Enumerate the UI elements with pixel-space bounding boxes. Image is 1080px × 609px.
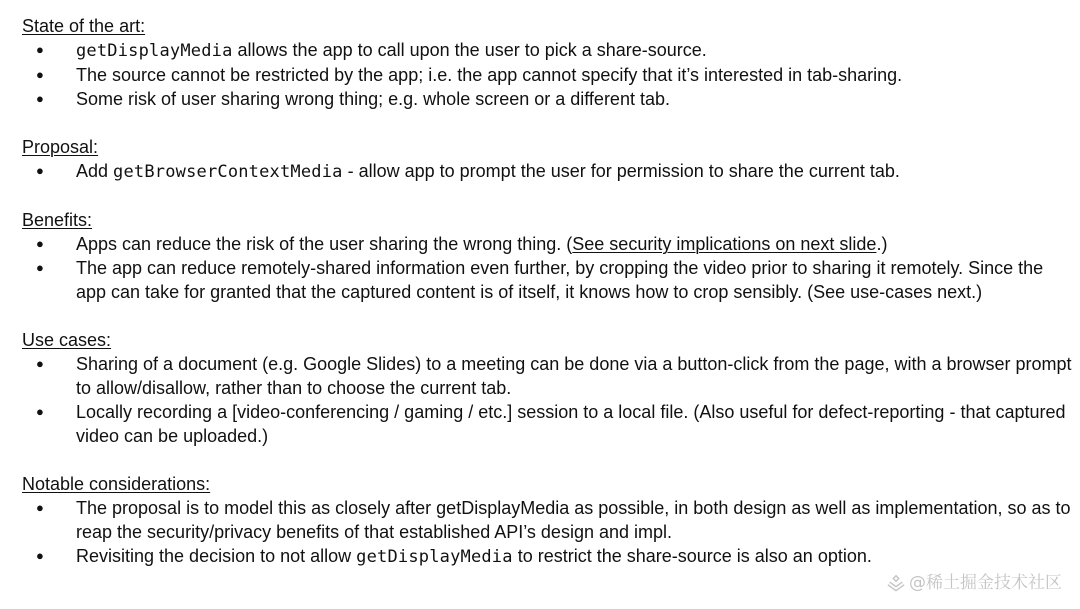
- section-heading: Notable considerations:: [22, 474, 211, 494]
- bullet-list: [22, 159, 1072, 184]
- item-text: The app can reduce remotely-shared information even further, by cropping the video prior to sharing it remotely. Since the app can take for granted that the captured content is of itself, it knows how to crop sensibly. (See use-cases next.): [76, 258, 1044, 302]
- item-text: Add: [76, 161, 114, 181]
- section-notable-considerations: [22, 472, 1072, 569]
- section-state-of-the-art: [22, 14, 1072, 111]
- item-text: - allow app to prompt the user for permission to share the current tab.: [342, 161, 900, 181]
- list-item: [22, 400, 1072, 448]
- bullet-list: [22, 496, 1072, 569]
- item-text: Some risk of user sharing wrong thing; e.g. whole screen or a different tab.: [76, 89, 670, 109]
- item-text: The source cannot be restricted by the app; i.e. the app cannot specify that it’s interested in tab-sharing.: [76, 65, 903, 85]
- section-heading: Use cases:: [22, 330, 112, 350]
- bullet-list: [22, 38, 1072, 111]
- list-item: [22, 159, 1072, 184]
- item-text: .): [876, 234, 888, 254]
- section-heading: Proposal:: [22, 137, 99, 157]
- section-proposal: [22, 135, 1072, 184]
- item-text: Locally recording a [video-conferencing / gaming / etc.] session to a local file. (Also useful for defect-reporting - that captured video can be uploaded.): [76, 402, 1066, 446]
- document-body: [22, 14, 1072, 593]
- item-text: Apps can reduce the risk of the user sharing the wrong thing. (: [76, 234, 573, 254]
- code-snippet: getBrowserContextMedia: [113, 162, 343, 182]
- code-snippet: getDisplayMedia: [356, 547, 513, 567]
- list-item: [22, 63, 1072, 87]
- bullet-list: [22, 352, 1072, 448]
- section-heading: Benefits:: [22, 210, 93, 230]
- list-item: [22, 256, 1072, 304]
- item-text: allows the app to call upon the user to pick a share-source.: [232, 40, 707, 60]
- watermark: [887, 571, 1062, 595]
- platform-logo-icon: [887, 574, 905, 592]
- list-item: [22, 38, 1072, 63]
- section-benefits: [22, 208, 1072, 304]
- list-item: [22, 352, 1072, 400]
- list-item: [22, 232, 1072, 256]
- section-heading: State of the art:: [22, 16, 146, 36]
- bullet-list: [22, 232, 1072, 304]
- list-item: [22, 544, 1072, 569]
- item-text: Sharing of a document (e.g. Google Slides) to a meeting can be done via a button-click from the page, with a browser prompt to allow/disallow, rather than to choose the current tab.: [76, 354, 1072, 398]
- watermark-text: @稀土掘金技术社区: [909, 573, 1062, 593]
- item-text: Revisiting the decision to not allow: [76, 546, 357, 566]
- section-use-cases: [22, 328, 1072, 448]
- list-item: [22, 87, 1072, 111]
- security-implications-link[interactable]: See security implications on next slide: [572, 234, 877, 254]
- list-item: [22, 496, 1072, 544]
- item-text: The proposal is to model this as closely after getDisplayMedia as possible, in both design as well as implementation, so as to reap the security/privacy benefits of that established API’s design and impl.: [76, 498, 1071, 542]
- item-text: to restrict the share-source is also an option.: [512, 546, 872, 566]
- code-snippet: getDisplayMedia: [76, 41, 233, 61]
